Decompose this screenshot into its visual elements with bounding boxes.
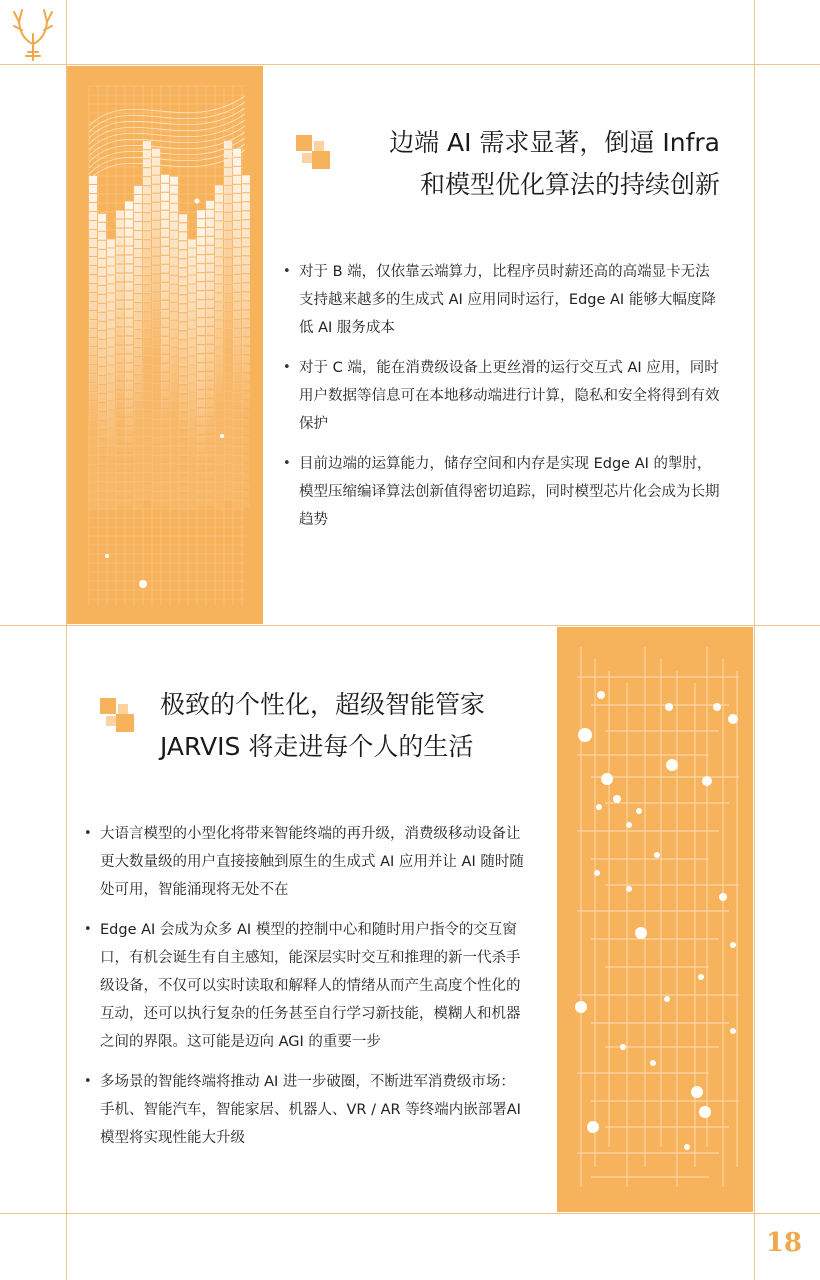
section1-bullet-list <box>283 258 723 546</box>
list-item: • 目前边端的运算能力，储存空间和内存是实现 Edge AI 的掣肘，模型压缩编译算法创新值得密切追踪，同时模型芯片化会成为长期趋势 <box>283 450 723 534</box>
wave-art-panel <box>67 66 263 624</box>
list-item: • 对于 B 端，仅依靠云端算力，比程序员时薪还高的高端显卡无法支持越来越多的生成式 AI 应用同时运行，Edge AI 能够大幅度降低 AI 服务成本 <box>283 258 723 342</box>
pixel-squares-icon <box>296 135 330 169</box>
section2-bullet-list <box>84 820 528 1164</box>
top-rule <box>0 64 820 65</box>
section1-title-line2: 和模型优化算法的持续创新 <box>419 170 720 199</box>
list-item: • 大语言模型的小型化将带来智能终端的再升级，消费级移动设备让更大数量级的用户直接接触到原生的生成式 AI 应用并让 AI 随时随处可用，智能涌现将无处不在 <box>84 820 528 904</box>
list-item: • 对于 C 端，能在消费级设备上更丝滑的运行交互式 AI 应用，同时用户数据等信息可在本地移动端进行计算，隐私和安全将得到有效保护 <box>283 354 723 438</box>
page-number: 18 <box>765 1228 802 1258</box>
section2-title-line1: 极致的个性化，超级智能管家 <box>160 690 486 719</box>
bottom-rule <box>0 1213 820 1214</box>
network-art-panel <box>557 627 753 1212</box>
middle-rule <box>0 625 820 626</box>
right-rule <box>754 0 755 1280</box>
list-item: • 多场景的智能终端将推动 AI 进一步破圈，不断进军消费级市场：手机、智能汽车，智能家居、机器人、VR / AR 等终端内嵌部署AI模型将实现性能大升级 <box>84 1068 528 1152</box>
pixel-squares-icon <box>100 698 134 732</box>
network-art-graphic <box>557 627 753 1212</box>
section1-title-line1: 边端 AI 需求显著，倒逼 Infra <box>389 128 720 157</box>
deer-antler-logo-icon <box>10 4 56 62</box>
list-item: • Edge AI 会成为众多 AI 模型的控制中心和随时用户指令的交互窗口，有机会诞生有自主感知，能深层实时交互和推理的新一代杀手级设备，不仅可以实时读取和解释人的情绪从而产生高度个性化的互动，还可以执行复杂的任务甚至自行学习新技能，模糊人和机器之间的界限。这可能是迈向 AGI 的重要一步 <box>84 916 528 1056</box>
wave-art-graphic <box>67 66 263 624</box>
section2-title <box>160 684 485 768</box>
section1-title <box>389 122 720 206</box>
section2-title-line2: JARVIS 将走进每个人的生活 <box>160 732 474 761</box>
